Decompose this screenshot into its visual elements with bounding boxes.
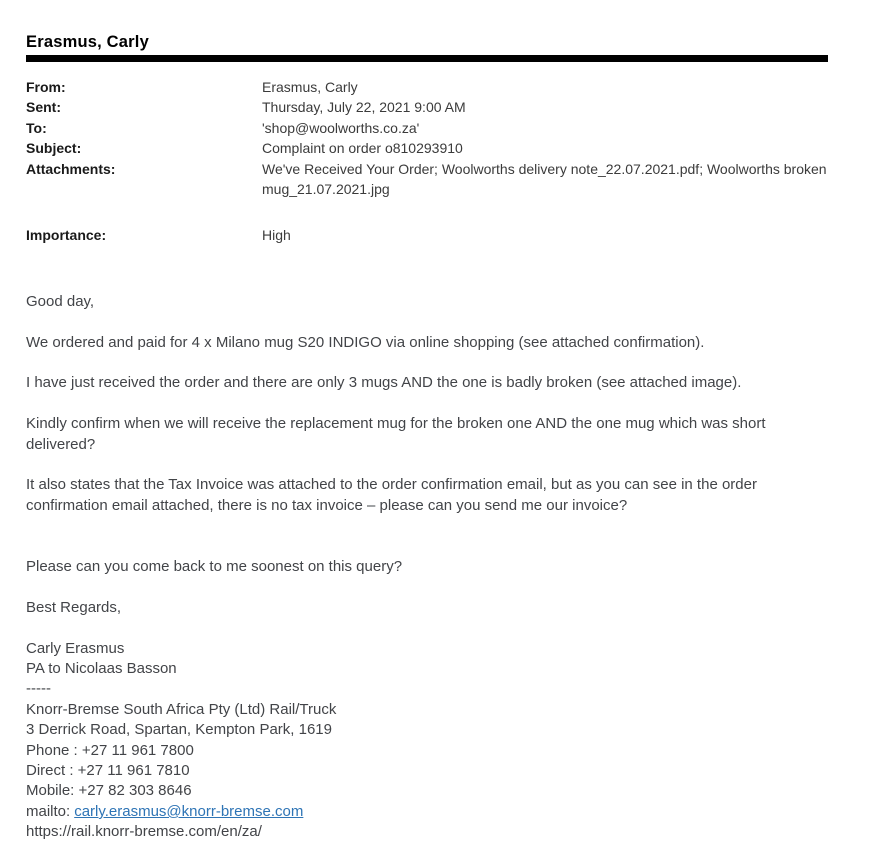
header-row-from [26,77,836,97]
body-paragraph-order: We ordered and paid for 4 x Milano mug S20 INDIGO via online shopping (see attached confirmation). [26,333,705,351]
signature-phone: Phone : +27 11 961 7800 [26,741,194,759]
body-closing: Best Regards, [26,598,122,616]
subject-label: Subject: [26,140,82,157]
page-title: Erasmus, Carly [26,33,149,51]
email-signature [26,639,836,843]
signature-name: Carly Erasmus [26,639,125,657]
attachments-label: Attachments: [26,160,116,177]
header-row-attachments [26,159,836,200]
importance-label: Importance: [26,227,107,244]
header-row-subject [26,138,836,158]
body-paragraph-invoice: It also states that the Tax Invoice was attached to the order confirmation email, but as you can see in the order confirmation email attached, there is no tax invoice – please can you send me our invoice? [26,476,757,514]
signature-company: Knorr-Bremse South Africa Pty (Ltd) Rail/Truck [26,700,337,718]
email-link[interactable]: carly.erasmus@knorr-bremse.com [74,802,304,820]
sent-label: Sent: [26,99,61,116]
attachments-value: We've Received Your Order; Woolworths delivery note_22.07.2021.pdf; Woolworths broken mug_21.07.2021.jpg [262,160,827,198]
header-row-importance [26,225,836,245]
signature-role: PA to Nicolaas Basson [26,660,177,678]
signature-mobile: Mobile: +27 82 303 8646 [26,782,192,800]
body-greeting: Good day, [26,292,95,310]
body-paragraph-query: Please can you come back to me soonest on this query? [26,558,403,576]
signature-website: https://rail.knorr-bremse.com/en/za/ [26,823,262,841]
from-value: Erasmus, Carly [262,79,358,95]
importance-value: High [262,227,291,244]
to-label: To: [26,119,47,136]
subject-value: Complaint on order o810293910 [262,140,463,157]
header-row-to [26,118,836,138]
signature-address: 3 Derrick Road, Spartan, Kempton Park, 1619 [26,721,332,739]
signature-mailto-line [26,802,836,822]
sent-value: Thursday, July 22, 2021 9:00 AM [262,99,466,116]
to-value: 'shop@woolworths.co.za' [262,119,420,136]
email-body [26,292,836,618]
email-header-fields [26,77,836,246]
signature-direct: Direct : +27 11 961 7810 [26,762,190,780]
from-label: From: [26,79,66,95]
header-row-sent [26,97,836,117]
signature-divider: ----- [26,680,51,698]
title-rule [26,55,828,62]
body-paragraph-confirm: Kindly confirm when we will receive the replacement mug for the broken one AND the one mug which was short delivered? [26,415,766,453]
body-paragraph-received: I have just received the order and there are only 3 mugs AND the one is badly broken (see attached image). [26,374,742,392]
mailto-label: mailto: [26,802,71,820]
